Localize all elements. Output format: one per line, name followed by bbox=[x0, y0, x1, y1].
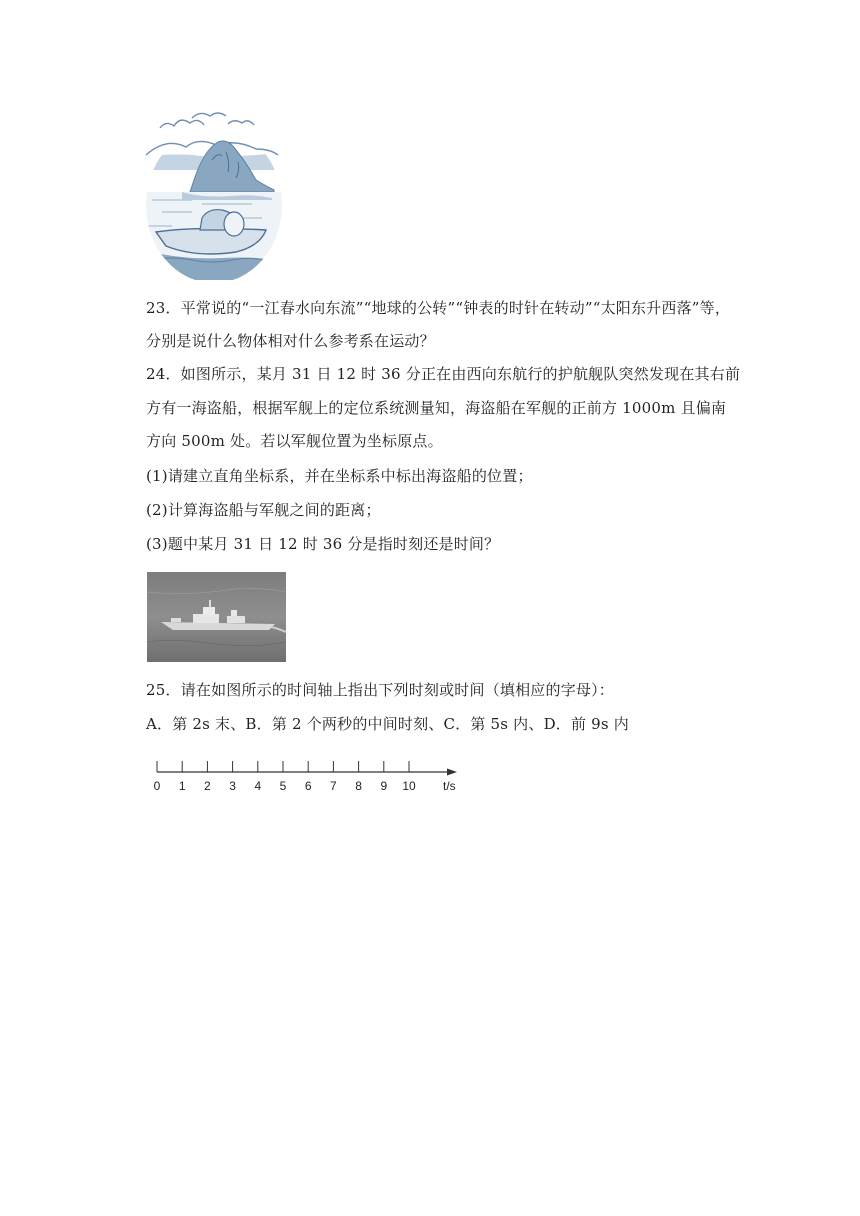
q24-subquestion-2: (2)计算海盗船与军舰之间的距离； bbox=[146, 501, 381, 519]
time-axis-arrow bbox=[447, 769, 457, 776]
time-axis-tick-label: 7 bbox=[330, 779, 337, 793]
q25-text-line2: A．第 2s 末、B．第 2 个两秒的中间时刻、C．第 5s 内、D．前 9s 内 bbox=[146, 715, 629, 733]
time-axis-figure bbox=[145, 752, 465, 800]
time-axis-tick-label: 9 bbox=[380, 779, 388, 793]
q23-text-line1: 23．平常说的“一江春水向东流”“地球的公转”“钟表的时针在转动”“太阳东升西落”等， bbox=[146, 299, 731, 317]
time-axis-tick-label: 5 bbox=[279, 779, 287, 793]
time-axis-tick-label: 2 bbox=[204, 779, 211, 793]
time-axis-tick-label: 10 bbox=[402, 779, 416, 793]
q24-text-line1: 24．如图所示，某月 31 日 12 时 36 分正在由西向东航行的护航舰队突然发现在其右前 bbox=[146, 365, 741, 383]
time-axis-tick-label: 4 bbox=[254, 779, 262, 793]
q23-text-line2: 分别是说什么物体相对什么参考系在运动？ bbox=[146, 332, 435, 350]
q24-subquestion-1: (1)请建立直角坐标系，并在坐标系中标出海盗船的位置； bbox=[146, 467, 533, 485]
q24-subquestion-3: (3)题中某月 31 日 12 时 36 分是指时刻还是时间？ bbox=[146, 535, 500, 553]
time-axis-unit-label: t/s bbox=[443, 779, 456, 793]
time-axis-tick-label: 3 bbox=[229, 779, 236, 793]
time-axis-tick-label: 6 bbox=[304, 779, 312, 793]
time-axis-tick-label: 1 bbox=[178, 779, 186, 793]
q24-text-line3: 方向 500m 处。若以军舰位置为坐标原点。 bbox=[146, 432, 443, 450]
time-axis-tick-label: 8 bbox=[355, 779, 362, 793]
landscape-boat-illustration bbox=[142, 100, 282, 280]
warship-photo bbox=[147, 572, 286, 662]
time-axis-tick-label: 0 bbox=[153, 779, 161, 793]
q24-text-line2: 方有一海盗船，根据军舰上的定位系统测量知，海盗船在军舰的正前方 1000m 且偏南 bbox=[146, 399, 727, 417]
q25-text-line1: 25．请在如图所示的时间轴上指出下列时刻或时间（填相应的字母）： bbox=[146, 681, 614, 699]
